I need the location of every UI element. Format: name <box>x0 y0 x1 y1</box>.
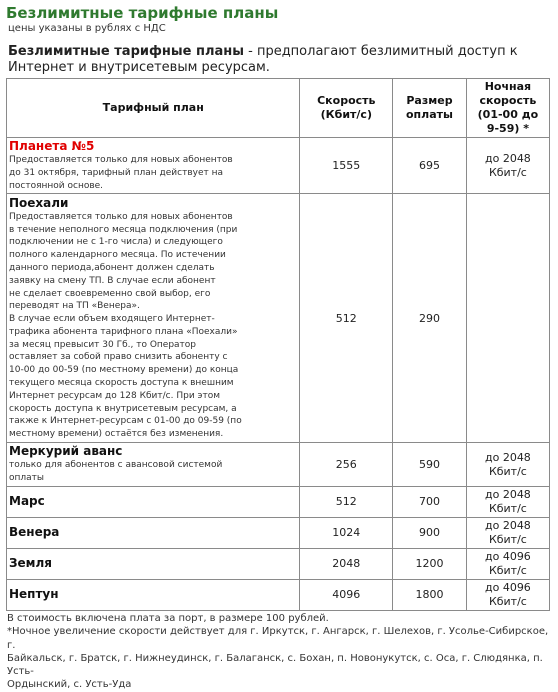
night-speed-value: до 2048 <box>484 450 531 464</box>
footer-notes <box>7 612 552 692</box>
plan-desc-line: местному времени) остаётся без изменения. <box>9 429 224 440</box>
table-row <box>7 517 550 548</box>
table-body <box>7 138 550 611</box>
plan-desc-line: в течение неполного месяца подключения (при <box>9 224 238 235</box>
header-night-line: скорость <box>479 94 537 107</box>
intro-rest: - предполагают безлимитный доступ к Интернет и внутрисетевым ресурсам. <box>8 44 518 75</box>
table-row <box>7 194 550 443</box>
night-speed-unit: Кбит/с <box>488 464 527 478</box>
night-speed-value: до 4096 <box>484 549 531 563</box>
plan-desc-line: до 31 октября, тарифный план действует на <box>9 167 223 178</box>
night-speed-unit: Кбит/с <box>488 165 527 179</box>
plan-desc-line: постоянной основе. <box>9 180 104 191</box>
plan-desc-line: данного периода,абонент должен сделать <box>9 262 215 273</box>
header-payment-line: оплаты <box>405 108 453 121</box>
night-speed-unit: Кбит/с <box>488 563 527 577</box>
footer-night-note-line: *Ночное увеличение скорости действует для г. Иркутск, г. Ангарск, г. Шелехов, г. Усолье-Сибирское, г. <box>7 626 549 651</box>
night-speed-value: до 2048 <box>484 151 531 165</box>
plan-cell <box>7 517 300 548</box>
header-plan: Тарифный план <box>7 79 300 138</box>
header-night-line: 9-59) * <box>486 122 529 135</box>
plan-cell <box>7 138 300 194</box>
plan-desc-line: В случае если объем входящего Интернет- <box>9 314 215 325</box>
payment-cell: 1200 <box>393 548 467 579</box>
table-row <box>7 486 550 517</box>
header-night-speed <box>466 79 549 138</box>
night-speed-unit: Кбит/с <box>488 532 527 546</box>
speed-cell: 256 <box>300 443 393 487</box>
night-speed-cell <box>466 548 549 579</box>
plan-cell <box>7 579 300 610</box>
speed-cell: 1555 <box>300 138 393 194</box>
plan-desc-line: оплаты <box>9 473 45 484</box>
intro-bold: Безлимитные тарифные планы <box>8 44 244 59</box>
plan-desc-line: скорость доступа к внутрисетевым ресурсам, а <box>9 403 237 414</box>
night-speed-value: до 2048 <box>484 487 531 501</box>
plan-desc-line: Предоставляется только для новых абонентов <box>9 211 233 222</box>
plan-name: Венера <box>9 525 60 540</box>
speed-cell: 512 <box>300 486 393 517</box>
header-speed <box>300 79 393 138</box>
plan-desc-line: 10-00 до 00-59 (по местному времени) до конца <box>9 365 239 376</box>
table-row <box>7 138 550 194</box>
header-night-line: (01-00 до <box>477 108 539 121</box>
plan-desc-line: оставляет за собой право снизить абоненту с <box>9 352 228 363</box>
speed-cell: 512 <box>300 194 393 443</box>
plan-desc-line: текущего месяца скорость доступа к внешним <box>9 378 234 389</box>
night-speed-cell <box>466 194 549 443</box>
plan-name: Земля <box>9 556 52 571</box>
table-row <box>7 548 550 579</box>
plan-name: Марс <box>9 494 45 509</box>
plan-name: Меркурий аванс <box>9 444 123 459</box>
page-subtitle: цены указаны в рублях с НДС <box>8 23 166 34</box>
payment-cell: 700 <box>393 486 467 517</box>
night-speed-cell <box>466 579 549 610</box>
tariff-table <box>6 78 550 611</box>
plan-desc-line: не сделает своевременно свой выбор, его <box>9 288 211 299</box>
night-speed-cell <box>466 517 549 548</box>
payment-cell: 1800 <box>393 579 467 610</box>
table-row <box>7 579 550 610</box>
night-speed-cell <box>466 443 549 487</box>
plan-name: Планета №5 <box>9 139 95 153</box>
intro-text <box>8 44 552 76</box>
plan-desc-line: переводят на ТП «Венера». <box>9 301 140 312</box>
header-payment-line: Размер <box>406 94 453 107</box>
payment-cell: 900 <box>393 517 467 548</box>
plan-desc-line: за месяц превысит 30 Гб., то Оператор <box>9 339 197 350</box>
page-title: Безлимитные тарифные планы <box>6 4 279 22</box>
plan-cell <box>7 194 300 443</box>
plan-desc-line: трафика абонента тарифного плана «Поехали» <box>9 326 238 337</box>
header-night-line: Ночная <box>484 80 532 93</box>
footer-night-note-line: Байкальск, г. Братск, г. Нижнеудинск, г. Балаганск, с. Бохан, п. Новонукутск, с. Оса, г. Слюдянка, п. Усть- <box>7 652 543 678</box>
plan-desc-line: полного календарного месяца. По истечении <box>9 250 226 261</box>
plan-desc-line: также к Интернет-ресурсам с 01-00 до 09-59 (по <box>9 416 242 427</box>
plan-cell <box>7 443 300 487</box>
night-speed-unit: Кбит/с <box>488 594 527 608</box>
plan-desc-line: Интернет ресурсам до 128 Кбит/с. При этом <box>9 390 221 401</box>
header-speed-line: Скорость <box>317 94 376 107</box>
payment-cell: 290 <box>393 194 467 443</box>
plan-name: Поехали <box>9 195 69 210</box>
footer-port-note: В стоимость включена плата за порт, в размере 100 рублей. <box>7 612 329 624</box>
night-speed-cell <box>466 138 549 194</box>
plan-cell <box>7 486 300 517</box>
plan-name: Нептун <box>9 587 59 602</box>
night-speed-unit: Кбит/с <box>488 501 527 515</box>
night-speed-cell <box>466 486 549 517</box>
table-row <box>7 443 550 487</box>
table-header-row <box>7 79 550 138</box>
payment-cell: 695 <box>393 138 467 194</box>
header-payment <box>393 79 467 138</box>
speed-cell: 2048 <box>300 548 393 579</box>
payment-cell: 590 <box>393 443 467 487</box>
footer-night-note-line: Ордынский, с. Усть-Уда <box>7 679 132 691</box>
header-speed-line: (Кбит/с) <box>320 108 372 121</box>
plan-desc-line: заявку на смену ТП. В случае если абонент <box>9 275 216 286</box>
speed-cell: 4096 <box>300 579 393 610</box>
speed-cell: 1024 <box>300 517 393 548</box>
night-speed-value: до 2048 <box>484 518 531 532</box>
plan-desc-line: Предоставляется только для новых абонентов <box>9 155 233 165</box>
plan-cell <box>7 548 300 579</box>
plan-desc-line: подключении не с 1-го числа) и следующего <box>9 237 223 248</box>
plan-desc-line: только для абонентов с авансовой системой <box>9 460 223 471</box>
night-speed-value: до 4096 <box>484 580 531 594</box>
